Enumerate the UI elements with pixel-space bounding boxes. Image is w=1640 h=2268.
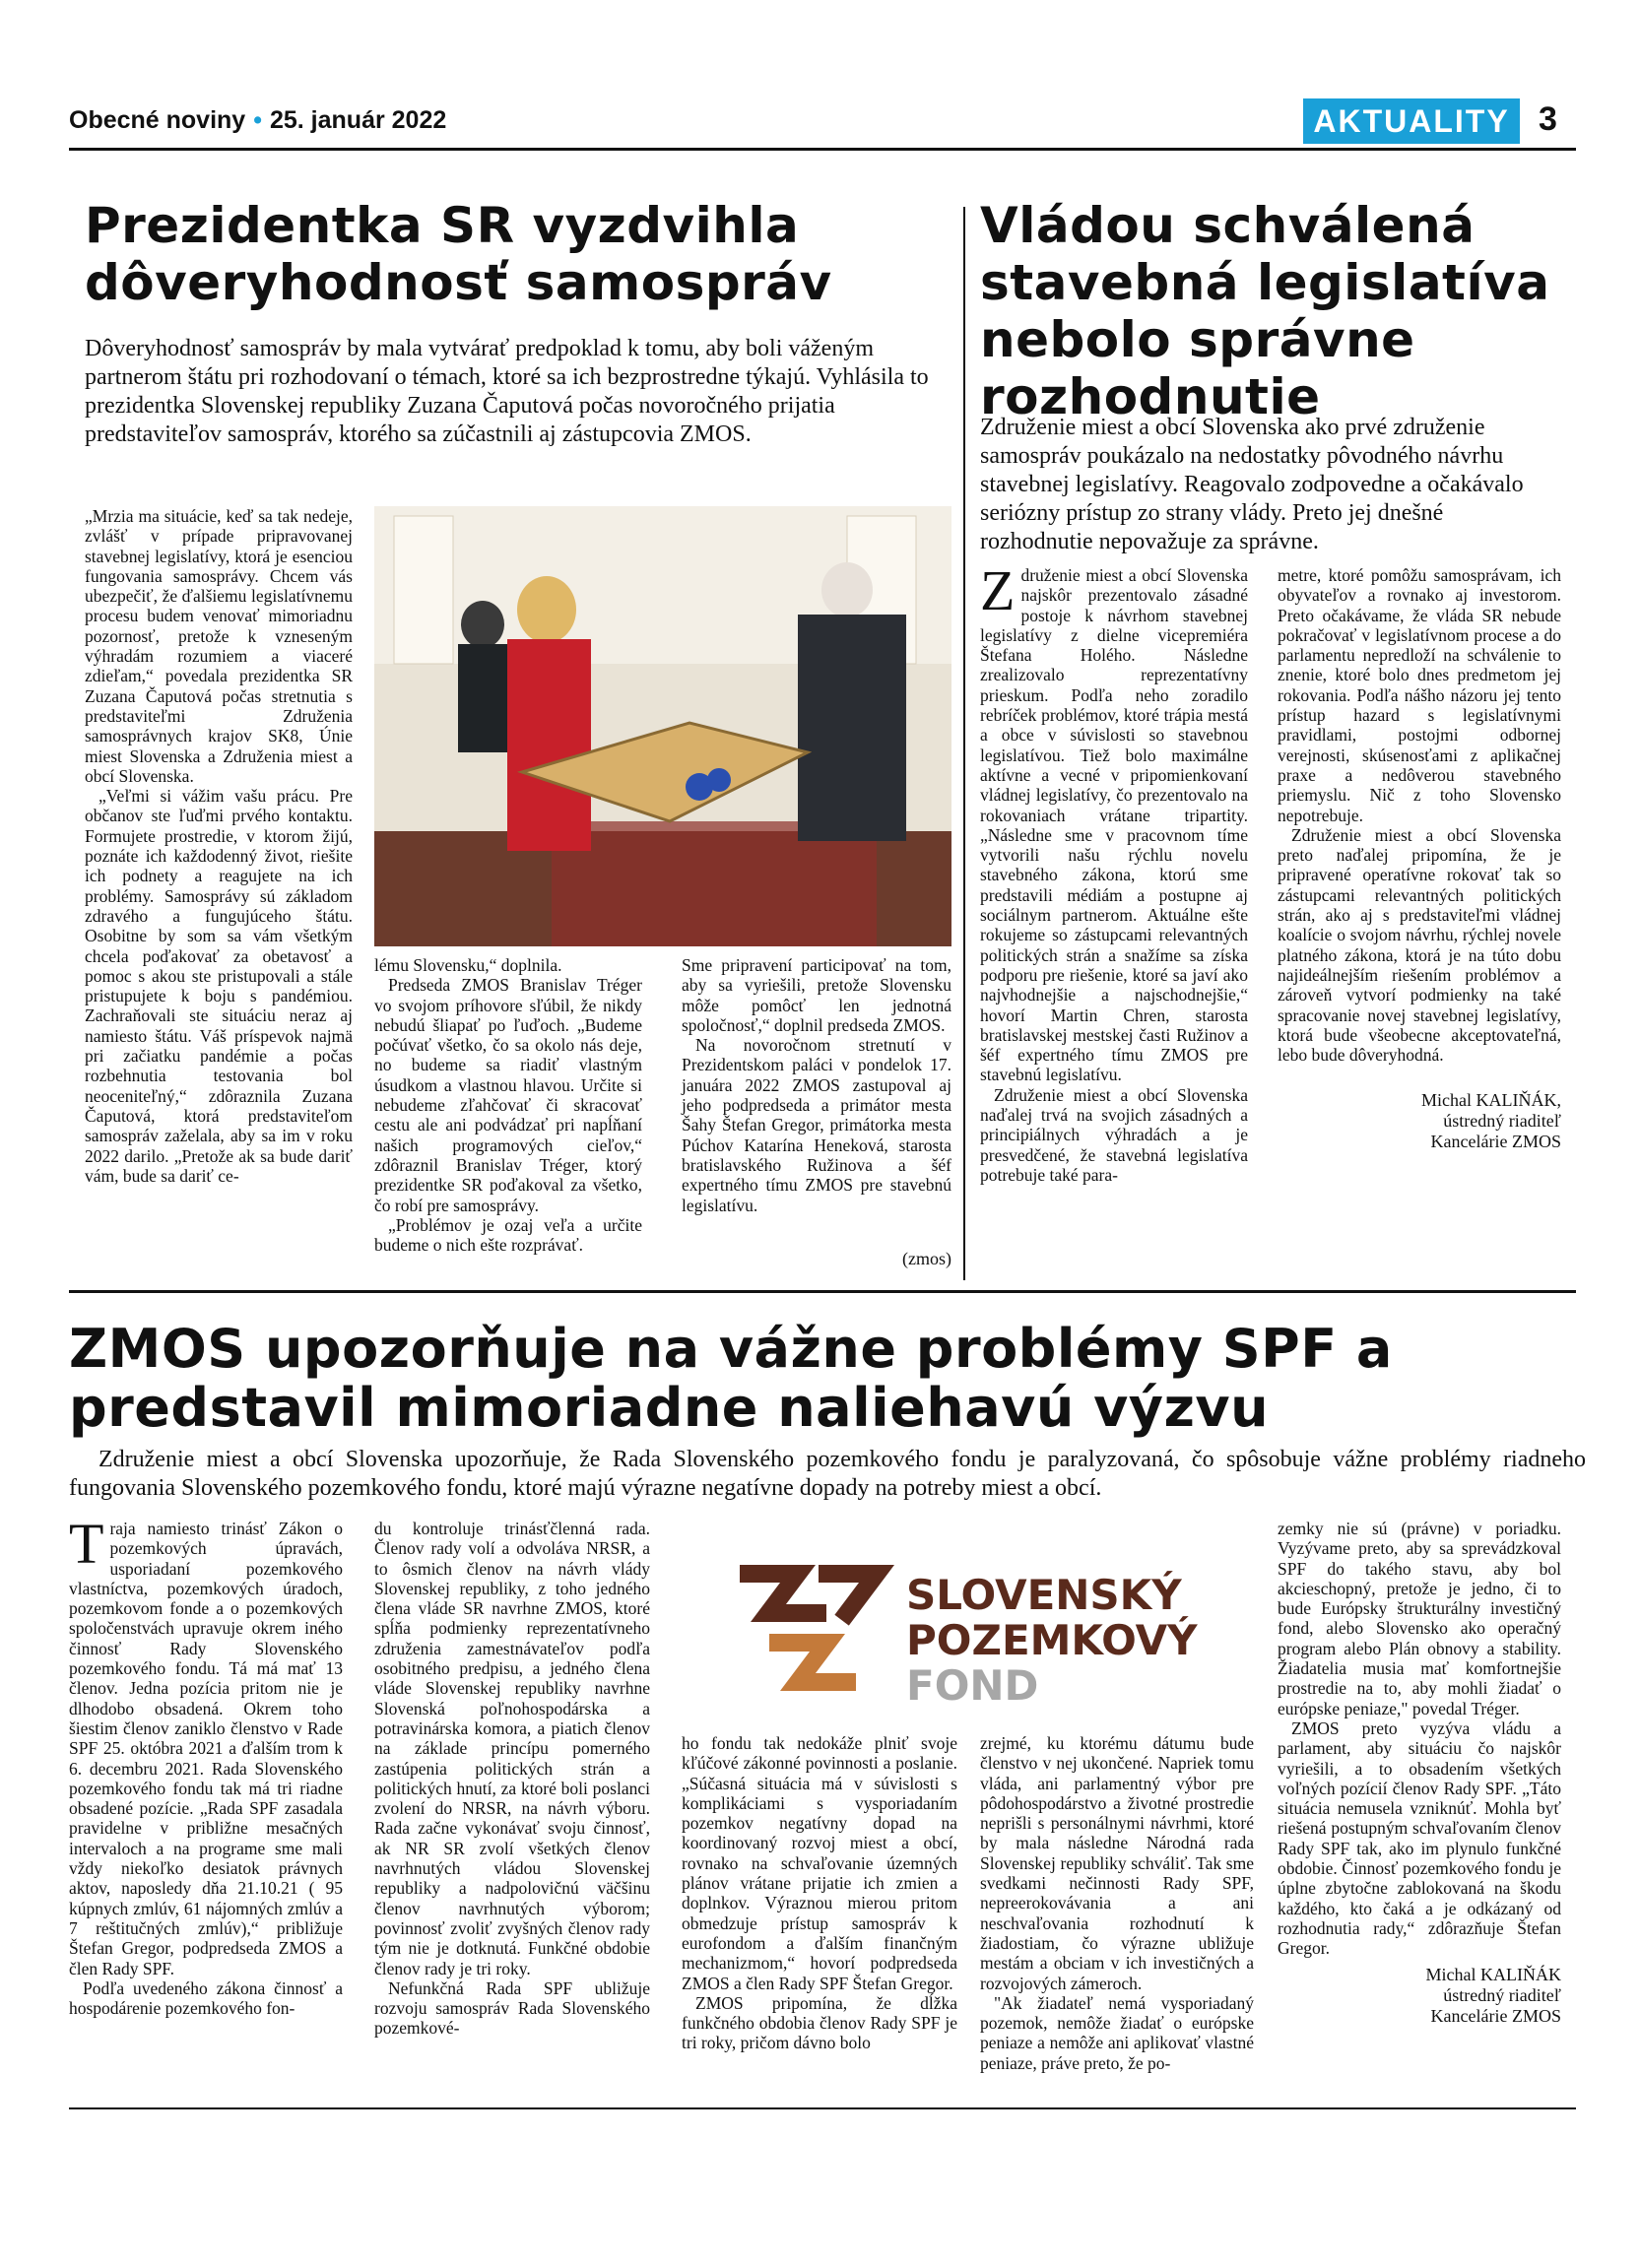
signature-role: ústredný riaditeľ	[1443, 1984, 1561, 2005]
article3-column-5	[1278, 1519, 1561, 2027]
paragraph: „Problémov je ozaj veľa a určite budeme o nich ešte rozprávať.	[374, 1214, 642, 1256]
paragraph: Na novoročnom stretnutí v Prezidentskom paláci v pondelok 17. januára 2022 ZMOS zastupoval aj jeho podpredseda a primátor mesta Šahy Štefan Gregor, primátorka mesta Púchov Katarína Heneková, starosta bratislavského Ružinova a šéf expertného tímu ZMOS pre stavebnú legislatívu.	[682, 1035, 951, 1215]
article3-column-3	[682, 1733, 957, 2053]
paragraph: zemky nie sú (právne) v poriadku. Vyzývame preto, aby sa sprevádzkoval SPF do takého stavu, aby bol akcieschopný, pretože je jedno, či to bude Európsky štrukturálny investičný fond, alebo Slovensko ako operačný program alebo Plán obnovy a stability. Žiadatelia musia mať komfortnejšie prostredie na to, aby mohli žiadať o európske peniaze," povedal Tréger.	[1278, 1519, 1561, 1718]
article2-column-1	[980, 558, 1248, 1185]
issue-date: 25. január 2022	[269, 106, 447, 134]
logo-line-3: FOND	[906, 1661, 1039, 1710]
spf-logo-mark-icon	[709, 1534, 906, 1731]
paragraph: Nefunkčná Rada SPF ubližuje rozvoju samospráv Rada Slovenského pozemkové-	[374, 1977, 650, 2039]
signature-name: Michal KALIŇÁK	[1425, 1964, 1561, 1984]
article1-title: Prezidentka SR vyzdvihla dôveryhodnosť samospráv	[85, 197, 832, 311]
article3-lead: Združenie miest a obcí Slovenska upozorňuje, že Rada Slovenského pozemkového fondu je paralyzovaná, čo spôsobuje vážne problémy riadneho fungovania Slovenského pozemkového fondu, ktoré majú výrazne negatívne dopady na potreby miest a obcí.	[69, 1447, 1586, 1501]
article1-lead: Dôveryhodnosť samospráv by mala vytvárať predpoklad k tomu, aby boli váženým partnerom štátu pri rozhodovaní o témach, ktoré sa ich bezprostredne týkajú. Vyhlásila to prezidentka Slovenskej republiky Zuzana Čaputová počas novoročného prijatia predstaviteľov samospráv, ktorého sa zúčastnili aj zástupcovia ZMOS.	[85, 336, 929, 447]
logo-line-2: POZEMKOVÝ	[906, 1616, 1198, 1664]
article3-column-2	[374, 1519, 650, 2039]
column-divider	[963, 207, 965, 1280]
section-label: AKTUALITY	[1303, 98, 1520, 144]
paragraph: lému Slovensku,“ doplnila.	[374, 955, 562, 975]
signature-name: Michal KALIŇÁK,	[1421, 1090, 1561, 1111]
paragraph: Sme pripravení participovať na tom, aby sa vyriešili, pretože Slovensku môže pomôcť len jednotná spoločnosť,“ doplnil predseda ZMOS.	[682, 955, 951, 1035]
footer-rule	[69, 2107, 1576, 2109]
paragraph: Združenie miest a obcí Slovenska naďalej trvá na svojich zásadných a principiálnych výhradách a je presvedčené, že stavebná legislatíva potrebuje také para-	[980, 1084, 1248, 1185]
paragraph: „Veľmi si vážim vašu prácu. Pre občanov ste ľuďmi prvého kontaktu. Formujete prostredie, v ktorom žijú, poznáte ich každodenný život, riešite ich podnety a reagujete na ich problémy. Samosprávy sú základom zdravého a fungujúceho štátu. Osobitne by som sa vám všetkým chcela poďakovať za obetavosť a pomoc s akou ste pristupovali a stále pristupujete k boju s pandémiou. Zachraňovali ste situáciu neraz aj namiesto štátu. Váš príspevok najmä pri začiatku pandémie a počas rozbehnutia testovania bol neoceniteľný,“ zdôraznila Zuzana Čaputová, ktorá predstaviteľom samospráv zaželala, aby sa im v roku 2022 darilo. „Pretože ak sa bude dariť vám, bude sa dariť ce-	[85, 786, 353, 1186]
paragraph: zrejmé, ku ktorému dátumu bude členstvo v nej ukončené. Napriek tomu vláda, ani parlamentný výbor pre pôdohospodárstvo a životné prostredie neprišli s personálnymi návrhmi, ktoré by mala následne Národná rada Slovenskej republiky schváliť. Tak sme svedkami nečinnosti Rady SPF, nepreerokovávania a ani neschvaľovania rozhodnutí k žiadostiam, čo výrazne ubližuje mestám a obciam v ich investičných a rozvojových zámeroch.	[980, 1733, 1254, 1993]
article1-column-1	[85, 506, 353, 1186]
author-tag: (zmos)	[902, 1248, 951, 1268]
paragraph: Predseda ZMOS Branislav Tréger vo svojom príhovore sľúbil, že nikdy nebudú šliapať po ľuďoch. „Budeme počúvať všetko, čo sa okolo nás deje, no budeme sa riadiť vlastným úsudkom a vlastnou hlavou. Určite si nebudeme zľahčovať či skracovať cestu ale ani podvádzať pri napĺňaní našich programových cieľov,“ zdôraznil Branislav Tréger, ktorý prezidentke SR poďakoval za všetko, čo robí pre samosprávy.	[374, 975, 642, 1215]
paragraph: "Ak žiadateľ nemá vysporiadaný pozemok, nemôže žiadať o európske peniaze a nemôže ani aplikovať vlastné peniaze, práve preto, že po-	[980, 1992, 1254, 2073]
article2-lead: Združenie miest a obcí Slovenska ako prvé združenie samospráv poukázalo na nedostatky pôvodného návrhu stavebnej legislatívy. Reagovalo zodpovedne a očakávalo seriózny prístup zo strany vlády. Preto jej dnešné rozhodnutie nepovažuje za správne.	[980, 415, 1524, 554]
article1-column-3	[682, 955, 951, 1269]
article3-column-1	[69, 1512, 343, 2019]
article1-column-2	[374, 955, 642, 1255]
paragraph: du kontroluje trinásťčlenná rada. Členov rady volí a odvoláva NRSR, a to ôsmich členov na návrh vlády Slovenskej republiky, z toho jedného člena vláde SR navrhne ZMOS, ktoré spĺňa podmienky reprezentatívneho združenia zamestnávateľov podľa osobitného predpisu, a jedného člena vláde Slovenskej republiky navrhne Slovenská poľnohospodárska a potravinárska komora, a piatich členov na základe princípu pomerného zastúpenia politických strán a politických hnutí, za ktoré boli poslanci zvolení do NRSR, na návrh výboru. Rada začne vykonávať svoju činnosť, ak NR SR zvolí všetkých členov navrhnutých vládou Slovenskej republiky a nadpolovičnú väčšinu členov navrhnutých výborom; povinnosť zvoliť zvyšných členov rady tým nie je dotknutá. Funkčné obdobie členov rady je tri roky.	[374, 1519, 650, 1978]
paragraph: Združenie miest a obcí Slovenska preto naďalej pripomína, že je pripravené operatívne rokovať tak so zástupcami relevantných politických strán, ako aj s predstaviteľmi vládnej koalície o svojom návrhu, rýchlej novele platného zákona, ktorá je na túto dobu najideálnejším riešením problémov a zároveň vytvorí podmienky na také spracovanie novej stavebnej legislatívy, ktorá bude všeobecne akceptovateľná, lebo bude dôveryhodná.	[1278, 824, 1561, 1066]
paragraph: Podľa uvedeného zákona činnosť a hospodárenie pozemkového fon-	[69, 1977, 343, 2019]
photo-president-meeting	[374, 506, 951, 946]
section-rule	[69, 1290, 1576, 1293]
article2-title: Vládou schválená stavebná legislatíva nebolo správne rozhodnutie	[980, 197, 1550, 425]
spf-logo	[709, 1534, 1231, 1731]
signature	[1278, 1090, 1561, 1152]
paragraph: ZMOS pripomína, že dĺžka funkčného obdobia členov Rady SPF je tri roky, pričom dávno bolo	[682, 1992, 957, 2053]
page-number: 3	[1539, 100, 1557, 138]
paragraph: metre, ktoré pomôžu samosprávam, ich obyvateľov a rovnako aj investorom. Preto očakávame, že vláda SR nebude pokračovať v legislatívnom procese a do parlamentu nepredloží na schválenie to znenie, ktoré bolo dnes predmetom jej rokovania. Podľa nášho názoru jej tento prístup hazard s legislatívnymi pravidlami, postojmi odbornej verejnosti, skúsenosťami z aplikačnej praxe a nedôverou stavebného priemyslu. Nič z toho Slovensko nepotrebuje.	[1278, 565, 1561, 825]
paragraph: ho fondu tak nedokáže plniť svoje kľúčové zákonné povinnosti a poslanie. „Súčasná situácia má v súvislosti s komplikáciami s vysporiadaním pozemkov negatívny dopad na koordinovaný rozvoj miest a obcí, rovnako na schvaľovanie územných plánov vrátane prijatie ich zmien a doplnkov. Výraznou mierou pritom obmedzuje prístup samospráv k eurofondom a ďalším finančným mechanizmom,“ hovorí podpredseda ZMOS a člen Rady SPF Štefan Gregor.	[682, 1733, 957, 1993]
signature-role: ústredný riaditeľ	[1443, 1111, 1561, 1132]
logo-line-1: SLOVENSKÝ	[906, 1571, 1182, 1619]
article3-title: ZMOS upozorňuje na vážne problémy SPF a predstavil mimoriadne naliehavú výzvu	[69, 1318, 1393, 1439]
paragraph: Združenie miest a obcí Slovenska najskôr prezentovalo zásadné postoje k návrhom stavebnej legislatívy z dielne vicepremiéra Štefana Holého. Následne zrealizovalo reprezentatívny prieskum. Podľa neho zoradilo rebríček problémov, ktoré trápia mestá a obce v súvislosti so stavebnou legislatívou. Tiež bolo maximálne aktívne a vecné v pripomienkovaní vládnej legislatívy, čo prezentovalo na rokovaniach vrátane tripartity. „Následne sme v pracovnom tíme vytvorili našu rýchlu novelu stavebného zákona, ktorú sme predstavili médiám a postupne aj sociálnym partnerom. Aktuálne ešte rokujeme so zástupcami relevantných politických strán a snažíme sa získa podporu pre riešenie, ktoré sa javí ako najvhodnejšie a najschodnejšie,“ hovorí Martin Chren, starosta bratislavskej mestskej časti Ružinov a šéf expertného tímu ZMOS pre stavebnú legislatívu.	[980, 558, 1248, 1085]
article-photo	[374, 506, 951, 946]
publication-name: Obecné noviny	[69, 106, 246, 134]
article2-column-2	[1278, 565, 1561, 1152]
header-rule	[69, 148, 1576, 151]
paragraph: ZMOS preto vyzýva vládu a parlament, aby situáciu čo najskôr vyriešili, a to obsadením všetkých voľných pozícií členov Rady SPF. „Táto situácia nemusela vzniknúť. Mohla byť riešená postupným schvaľovaním členov Rady SPF tak, ako im plynulo funkčné obdobie. Činnosť pozemkového fondu je úplne zbytočne zablokovaná na škodu každého, kto čaká a je odkázaný od rozhodnutia rady,“ zdôrazňuje Štefan Gregor.	[1278, 1717, 1561, 1959]
masthead	[69, 106, 446, 135]
paragraph: „Mrzia ma situácie, keď sa tak nedeje, zvlášť v prípade pripravovanej stavebnej legislatívy, ktorá je esenciou fungovania samosprávy. Chcem vás ubezpečiť, že ďalšiemu legislatívnemu procesu budem venovať mimoriadnu pozornosť, pretože k vzneseným výhradám rozumiem a viaceré zdieľam,“ povedala prezidentka SR Zuzana Čaputová počas stretnutia s predstaviteľmi Združenia samosprávnych krajov SK8, Únie miest Slovenska a Združenia miest a obcí Slovenska.	[85, 506, 353, 786]
article3-column-4	[980, 1733, 1254, 2073]
signature	[1278, 1965, 1561, 2027]
paragraph: Traja namiesto trinásť Zákon o pozemkových úpravách, usporiadaní pozemkového vlastníctva, pozemkových úradoch, pozemkovom fonde a o pozemkových spoločenstvách upravuje okrem iného činnosť Rady Slovenského pozemkového fondu. Tá má mať 13 členov. Jedna pozícia pritom nie je dlhodobo obsadená. Okrem toho šiestim členov zaniklo členstvo v Rade SPF 25. októbra 2021 a ďalším trom k 6. decembru 2021. Rada Slovenského pozemkového fondu tak má tri riadne obsadené pozície. „Rada SPF zasadala pravidelne v približne mesačných intervaloch a na programe sme mali vždy niekoľko desiatok právnych aktov, naposledy dňa 21.10.21 ( 95 kúpnych zmlúv, 61 nájomných zmlúv a 7 reštitučných zmlúv),“ približuje Štefan Gregor, podpredseda ZMOS a člen Rady SPF.	[69, 1512, 343, 1978]
signature-office: Kancelárie ZMOS	[1430, 2005, 1561, 2026]
signature-office: Kancelárie ZMOS	[1430, 1132, 1561, 1152]
bullet-dot-icon: •	[253, 106, 262, 134]
